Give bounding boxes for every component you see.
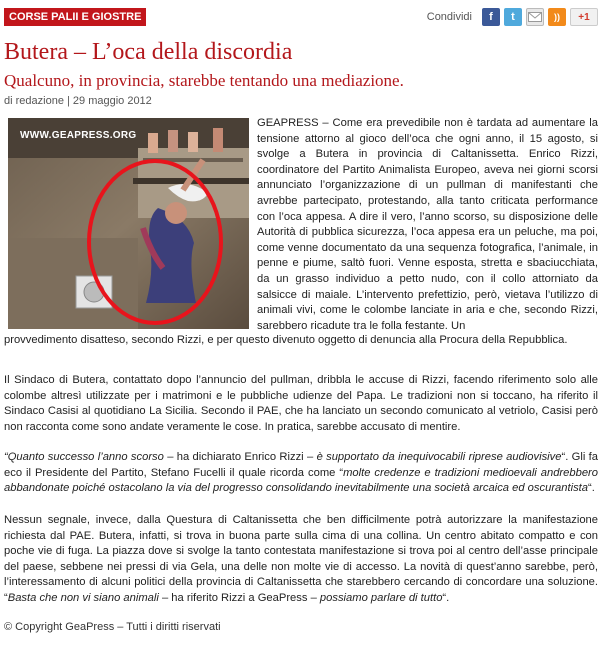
email-icon[interactable] — [526, 8, 544, 26]
share-label: Condividi — [426, 11, 472, 23]
facebook-icon[interactable]: f — [482, 8, 500, 26]
p4-text-2: “. — [442, 591, 450, 604]
google-plus-icon[interactable]: +1 — [570, 8, 598, 26]
p4-quote-2: possiamo parlare di tutto — [319, 591, 443, 604]
paragraph-2: Il Sindaco di Butera, contattato dopo l’annuncio del pullman, dribbla le accuse di Rizzi, facendo riferimento solo alle colombe altresì utilizzate per i matrimoni e le pubbliche udienze del Papa. Le tradizioni non si toccano, ha riferito il Sindaco Casisi al quotidiano La Sicilia. Secondo il PAE, che ha lanciato un secondo comunicato al vetriolo, Casisi però non racconta come sono andate veramente le cose. In pratica, sarebbe accusato di mentire. — [4, 374, 598, 433]
paragraph-3 — [4, 450, 598, 497]
article-title: Butera – L’oca della discordia — [4, 39, 293, 65]
quote-2: è supportato da inequivocabili riprese audiovisive — [316, 451, 562, 463]
p4-quote-1: Basta che non vi siano animali — [7, 591, 159, 604]
article-subtitle: Qualcuno, in provincia, starebbe tentando una mediazione. — [4, 71, 404, 90]
paragraph-4 — [4, 513, 598, 607]
p4-text: Nessun segnale, invece, dalla Questura di Caltanissetta che ben difficilmente potrà autorizzare la manifestazione richiesta dal PAE. Butera, infatti, si trova in buona parte sulla cima di una collina. Un centro abitato compatto e con poche vie di fuga. La piazza dove si svolge la tanto contestata manifestazione si trova poi al centro dell’asse principale del paese, sebbene nei pressi di via Gela, una delle non molte vie di accesso. La novità di quest’anno sarebbe, però, l’interessamento di alcuni politici della provincia di Caltanissetta che starebbero cercando di concordare una soluzione. “ — [4, 514, 598, 604]
envelope-glyph — [528, 12, 542, 22]
rss-icon[interactable]: )) — [548, 8, 566, 26]
paragraph-1-bottom: provvedimento disatteso, secondo Rizzi, e per questo divenuto oggetto di denuncia alla Procura della Repubblica. — [4, 334, 568, 346]
top-bar — [4, 8, 598, 28]
p4-text-1: – ha riferito Rizzi a GeaPress – — [158, 591, 320, 604]
photo-illustration — [8, 118, 249, 329]
copyright-notice: © Copyright GeaPress – Tutti i diritti riservati — [4, 621, 221, 633]
quote-3: molte credenze e tradizioni medioevali andrebbero abbandonate poiché ostacolano la via del progresso consolidando inevitabilmente una società arcaica ed oscurantista — [4, 466, 598, 495]
twitter-icon[interactable]: t — [504, 8, 522, 26]
article-photo — [8, 118, 249, 329]
paragraph-1-top: GEAPRESS – Come era prevedibile non è tardata ad aumentare la tensione attorno al gioco dell’oca che ogni anno, il 15 agosto, si svolge a Butera in provincia di Caltanissetta. Enrico Rizzi, coordinatore del Partito Animalista Europeo, aveva nei giorni scorsi annunciato l’organizzazione di un pullman di manifestanti che avrebbe partecipato, protestando, alla tanto criticata performance con l’oca appesa. A dire il vero, l’anno scorso, su disposizione delle Autorità di pubblica sicurezza, l’oca appesa era un peluche, ma poi, come venne documentato da una sequenza fotografica, l’animale, in penne e piume, saltò fuori. Venne esposta, stretta e sbaciucchiata, da un grasso individuo a petto nudo, con il collo attorniato da salsicce di maiale. L’intervento prefettizio, però, vietava l’utilizzo di animali vivi, come le colombe lanciate in aria e che, secondo Rizzi, sarebbero ricadute tra le folla festante. Un — [257, 117, 598, 332]
quote-1: “Quanto successo l’anno scorso — [4, 451, 164, 463]
text-3: “. — [588, 482, 595, 495]
text-2: “. Gli fa eco il Presidente del Partito, Stefano Fucelli il quale ricorda come “ — [4, 451, 598, 479]
photo-watermark: WWW.GEAPRESS.ORG — [20, 130, 137, 141]
category-tag[interactable]: CORSE PALII E GIOSTRE — [4, 8, 146, 26]
article-byline: di redazione | 29 maggio 2012 — [4, 95, 152, 107]
text-1: – ha dichiarato Enrico Rizzi – — [163, 451, 317, 463]
share-bar — [427, 8, 598, 26]
